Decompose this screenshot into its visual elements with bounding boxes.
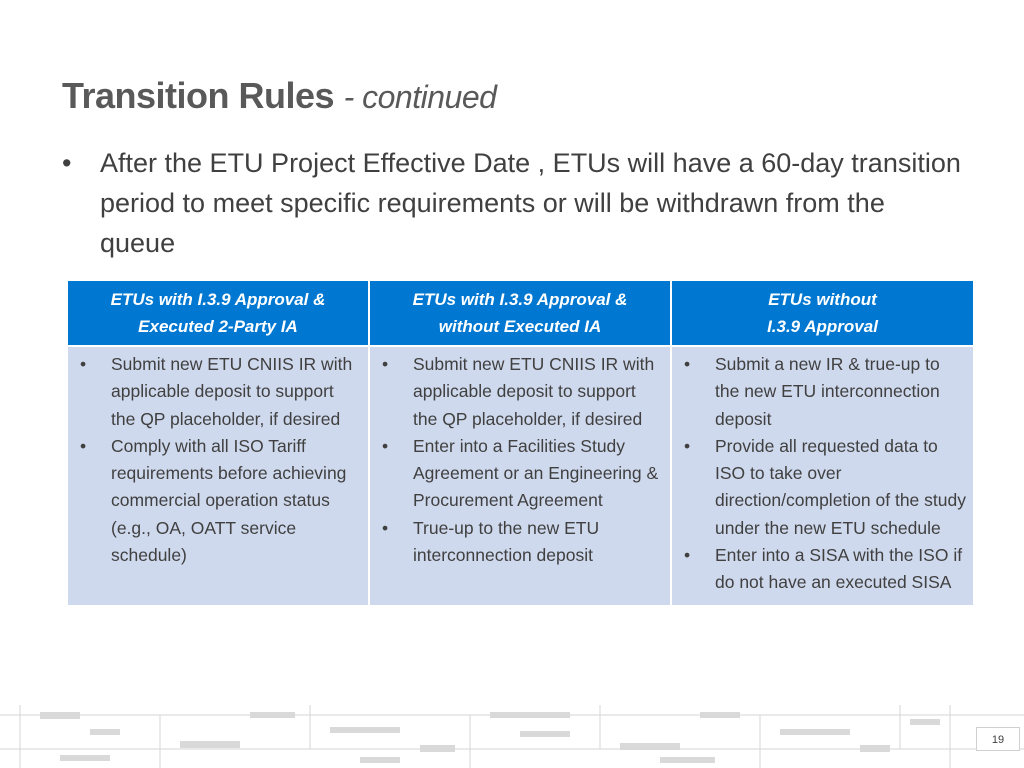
list-item [74,433,362,569]
slide-title [62,72,962,121]
header-line: ETUs with I.3.9 Approval & [110,290,326,309]
title-suffix: - continued [343,79,497,115]
list-item-text: Submit a new IR & true-up to the new ETU interconnection deposit [715,354,940,429]
list-item [376,351,664,433]
table-cell [369,346,671,606]
intro-bullet [62,143,962,263]
bullet-icon: • [80,435,87,456]
header-line: Executed 2-Party IA [138,317,298,336]
header-line: ETUs without [768,290,877,309]
list-item [678,433,967,542]
list-item [678,351,967,433]
list-item-text: Submit new ETU CNIIS IR with applicable deposit to support the QP placeholder, if desired [111,354,353,429]
bullet-icon: • [382,435,389,456]
list-item [678,542,967,597]
list-item-text: Submit new ETU CNIIS IR with applicable deposit to support the QP placeholder, if desired [413,354,655,429]
bullet-icon: • [382,354,389,374]
bullet-icon: • [684,435,691,456]
header-line: without Executed IA [438,317,602,336]
list-item-text: True-up to the new ETU interconnection deposit [413,517,600,566]
requirement-list [678,351,967,597]
list-item [74,351,362,433]
bullet-icon: • [684,545,691,566]
title-main: Transition Rules [62,75,335,116]
table-cell [68,346,369,606]
header-with-approval-executed-ia [68,281,369,346]
table-cell [671,346,973,606]
bullet-icon: • [62,148,72,178]
header-without-approval [671,281,973,346]
circuit-footer-decoration [0,705,1024,768]
list-item-text: Comply with all ISO Tariff requirements before achieving commercial operation status (e.g., OA, OATT service schedule) [111,435,347,566]
list-item-text: Enter into a SISA with the ISO if do not have an executed SISA [715,545,963,593]
page-number: 19 [976,727,1020,751]
header-line: I.3.9 Approval [767,317,878,336]
bullet-icon: • [80,354,87,374]
list-item-text: Enter into a Facilities Study Agreement or an Engineering & Procurement Agreement [413,435,659,511]
table-row [68,346,973,606]
intro-text: After the ETU Project Effective Date , ETUs will have a 60-day transition period to meet specific requirements or will be withdrawn from the queue [100,148,961,258]
bullet-icon: • [684,354,691,374]
header-line: ETUs with I.3.9 Approval & [412,290,628,309]
header-with-approval-without-ia [369,281,671,346]
requirement-list [74,351,362,569]
list-item-text: Provide all requested data to ISO to take over direction/completion of the study under the new ETU schedule [715,435,966,538]
list-item [376,515,664,570]
requirement-list [376,351,664,569]
bullet-icon: • [382,517,389,538]
transition-rules-table [68,281,973,607]
table-header-row [68,281,973,346]
list-item [376,433,664,515]
